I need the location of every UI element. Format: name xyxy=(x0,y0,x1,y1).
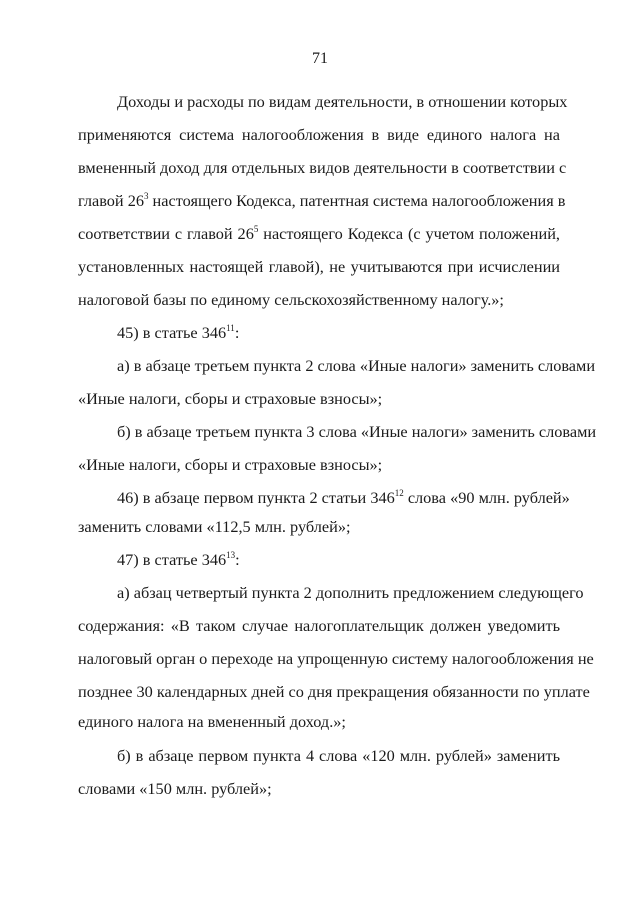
text-line: содержания: «В таком случае налогоплательщик должен уведомить xyxy=(78,616,560,635)
text-line: соответствии с главой $26^5$ настоящего Кодекса (с учетом положений, xyxy=(78,224,560,243)
text-line: единого налога на вмененный доход.»; xyxy=(78,712,346,731)
superscript: 5 xyxy=(253,224,259,234)
text-line: б) в абзаце первом пункта 4 слова «120 млн. рублей» заменить xyxy=(117,746,560,765)
text-line: а) абзац четвертый пункта 2 дополнить предложением следующего xyxy=(117,583,584,602)
text-line: б) в абзаце третьем пункта 3 слова «Иные налоги» заменить словами xyxy=(117,422,597,441)
text-line: «Иные налоги, сборы и страховые взносы»; xyxy=(78,389,383,408)
text-line: установленных настоящей главой), не учитываются при исчислении xyxy=(78,257,560,276)
superscript: 11 xyxy=(226,323,235,333)
text-line: налоговой базы по единому сельскохозяйственному налогу.»; xyxy=(78,290,504,309)
text-line: заменить словами «112,5 млн. рублей»; xyxy=(78,517,351,536)
item-heading: 45) в статье $346^{11}$: xyxy=(117,323,240,342)
text-line: применяются система налогообложения в виде единого налога на xyxy=(78,125,560,144)
superscript: 12 xyxy=(394,488,404,498)
text-line: налоговый орган о переходе на упрощенную систему налогообложения не xyxy=(78,649,594,668)
superscript: 13 xyxy=(226,550,236,560)
text-line: позднее 30 календарных дней со дня прекращения обязанности по уплате xyxy=(78,682,590,701)
text-line: главой $26^3$ настоящего Кодекса, патентная система налогообложения в xyxy=(78,191,566,210)
text-line: вмененный доход для отдельных видов деятельности в соответствии с xyxy=(78,158,567,177)
item-heading: 46) в абзаце первом пункта 2 статьи $346^{12}$ слова «90 млн. рублей» xyxy=(117,488,570,507)
item-heading: 47) в статье $346^{13}$: xyxy=(117,550,240,569)
text-line: «Иные налоги, сборы и страховые взносы»; xyxy=(78,455,383,474)
page-number: 71 xyxy=(312,50,328,67)
text-line: Доходы и расходы по видам деятельности, в отношении которых xyxy=(117,92,568,111)
text-line: словами «150 млн. рублей»; xyxy=(78,779,272,798)
text-line: а) в абзаце третьем пункта 2 слова «Иные налоги» заменить словами xyxy=(117,356,596,375)
superscript: 3 xyxy=(143,191,149,201)
